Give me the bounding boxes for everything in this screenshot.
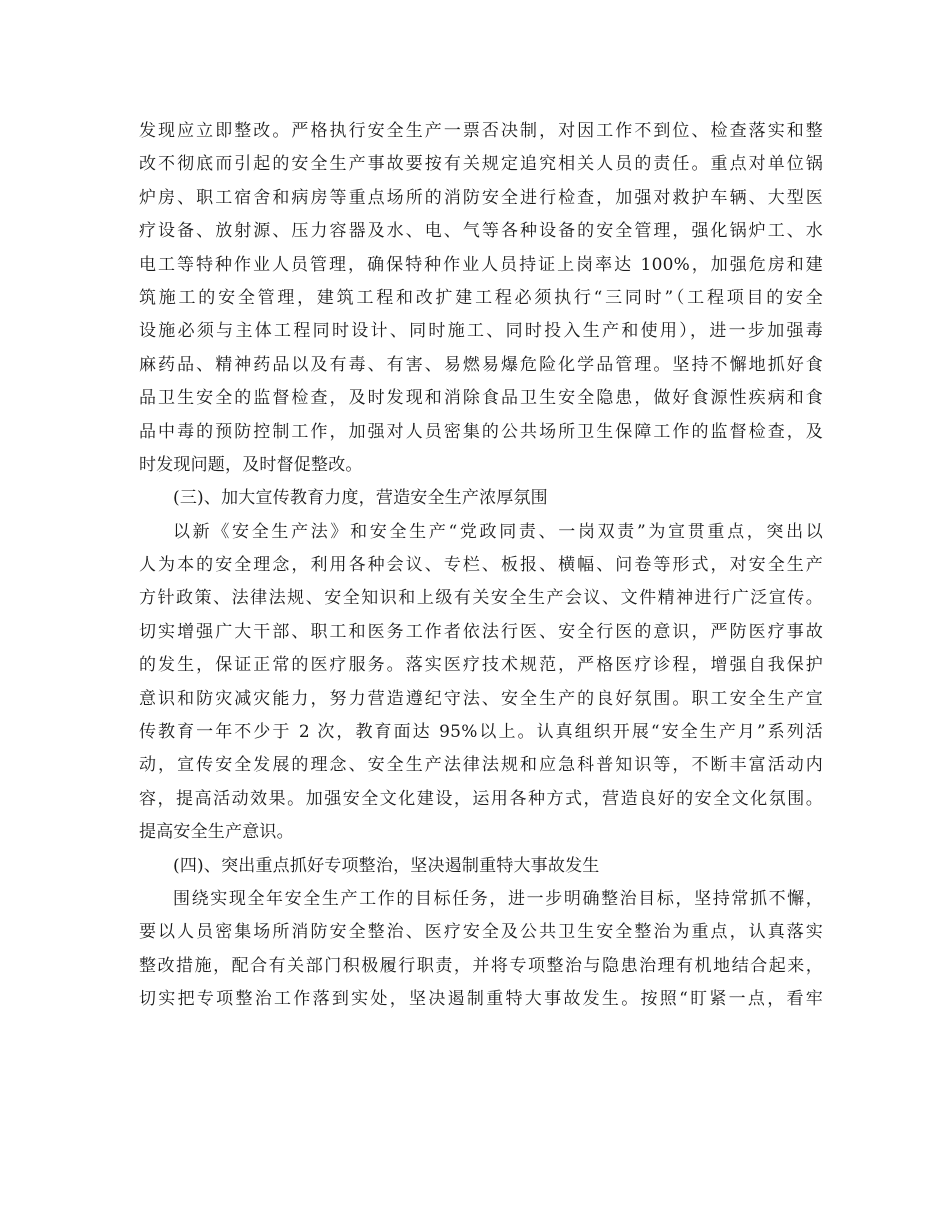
- text-line: 以新《安全生产法》和安全生产“党政同责、一岗双责”为宣贯重点，突出以: [173, 521, 823, 542]
- text-line: 发现应立即整改。严格执行安全生产一票否决制，对因工作不到位、检查落实和整: [139, 121, 823, 141]
- text-line: 设施必须与主体工程同时设计、同时施工、同时投入生产和使用），进一步加强毒: [139, 321, 823, 342]
- text-line: 切实增强广大干部、职工和医务工作者依法行医、安全行医的意识，严防医疗事故: [139, 621, 823, 642]
- text-line: 疗设备、放射源、压力容器及水、电、气等各种设备的安全管理，强化锅炉工、水: [139, 221, 823, 242]
- text-line: 容，提高活动效果。加强安全文化建设，运用各种方式，营造良好的安全文化氛围。: [139, 788, 823, 809]
- text-line: 整改措施，配合有关部门积极履行职责，并将专项整治与隐患治理有机地结合起来，: [139, 955, 823, 976]
- text-line: 切实把专项整治工作落到实处，坚决遏制重特大事故发生。按照“盯紧一点，看牢: [139, 989, 823, 1010]
- text-line: 要以人员密集场所消防安全整治、医疗安全及公共卫生安全整治为重点，认真落实: [139, 922, 823, 943]
- text-line: 改不彻底而引起的安全生产事故要按有关规定追究相关人员的责任。重点对单位锅: [139, 154, 823, 175]
- text-line: 传教育一年不少于 2 次，教育面达 95%以上。认真组织开展“安全生产月”系列活: [139, 722, 823, 743]
- text-line: 围绕实现全年安全生产工作的目标任务，进一步明确整治目标，坚持常抓不懈，: [173, 888, 823, 909]
- text-line: 品中毒的预防控制工作，加强对人员密集的公共场所卫生保障工作的监督检查，及: [139, 421, 823, 442]
- text-line: 炉房、职工宿舍和病房等重点场所的消防安全进行检查，加强对救护车辆、大型医: [139, 187, 823, 208]
- text-line: 电工等特种作业人员管理，确保特种作业人员持证上岗率达 100%，加强危房和建: [139, 254, 823, 275]
- text-line: (四)、突出重点抓好专项整治，坚决遏制重特大事故发生: [173, 855, 600, 876]
- text-line: 意识和防灾减灾能力，努力营造遵纪守法、安全生产的良好氛围。职工安全生产宣: [139, 688, 823, 709]
- text-line: (三)、加大宣传教育力度，营造安全生产浓厚氛围: [173, 488, 548, 509]
- text-line: 筑施工的安全管理，建筑工程和改扩建工程必须执行“三同时”（工程项目的安全: [139, 287, 823, 308]
- text-line: 的发生，保证正常的医疗服务。落实医疗技术规范，严格医疗诊程，增强自我保护: [139, 655, 823, 676]
- text-line: 品卫生安全的监督检查，及时发现和消除食品卫生安全隐患，做好食源性疾病和食: [139, 388, 823, 409]
- text-line: 时发现问题，及时督促整改。: [139, 454, 363, 475]
- text-line: 人为本的安全理念，利用各种会议、专栏、板报、横幅、问卷等形式，对安全生产: [139, 555, 823, 576]
- document-page: [139, 115, 823, 1017]
- text-line: 麻药品、精神药品以及有毒、有害、易燃易爆危险化学品管理。坚持不懈地抓好食: [139, 354, 823, 375]
- text-line: 方针政策、法律法规、安全知识和上级有关安全生产会议、文件精神进行广泛宣传。: [139, 588, 823, 609]
- text-line: 动，宣传安全发展的理念、安全生产法律法规和应急科普知识等，不断丰富活动内: [139, 755, 823, 776]
- text-line: 提高安全生产意识。: [139, 822, 294, 843]
